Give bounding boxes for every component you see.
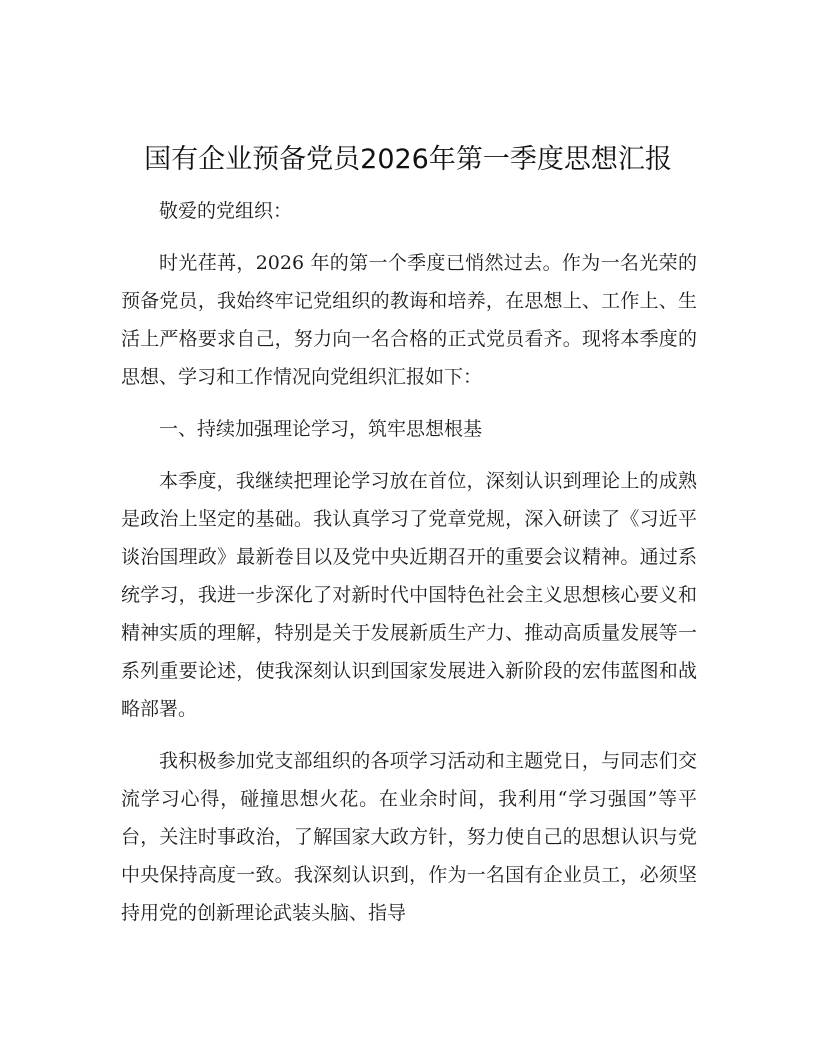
paragraph-theory-study: 本季度，我继续把理论学习放在首位，深刻认识到理论上的成熟是政治上坚定的基础。我认真学习了党章党规，深入研读了《习近平谈治国理政》最新卷目以及党中央近期召开的重要会议精神。通过系统学习，我进一步深化了对新时代中国特色社会主义思想核心要义和精神实质的理解，特别是关于发展新质生产力、推动高质量发展等一系列重要论述，使我深刻认识到国家发展进入新阶段的宏伟蓝图和战略部署。 [121,470,697,720]
paragraph-intro: 时光荏苒，2026 年的第一个季度已悄然过去。作为一名光荣的预备党员，我始终牢记党组织的教诲和培养，在思想上、工作上、生活上严格要求自己，努力向一名合格的正式党员看齐。现将本季度的思想、学习和工作情况向党组织汇报如下： [121,252,697,388]
document-title: 国有企业预备党员2026年第一季度思想汇报 [144,144,672,175]
document-body [121,192,697,946]
paragraph-activities: 我积极参加党支部组织的各项学习活动和主题党日，与同志们交流学习心得，碰撞思想火花。在业余时间，我利用“学习强国”等平台，关注时事政治，了解国家大政方针，努力使自己的思想认识与党中央保持高度一致。我深刻认识到，作为一名国有企业员工，必须坚持用党的创新理论武装头脑、指导 [121,750,697,924]
section-heading-1: 一、持续加强理论学习，筑牢思想根基 [159,418,483,440]
greeting: 敬爱的党组织： [159,200,293,222]
